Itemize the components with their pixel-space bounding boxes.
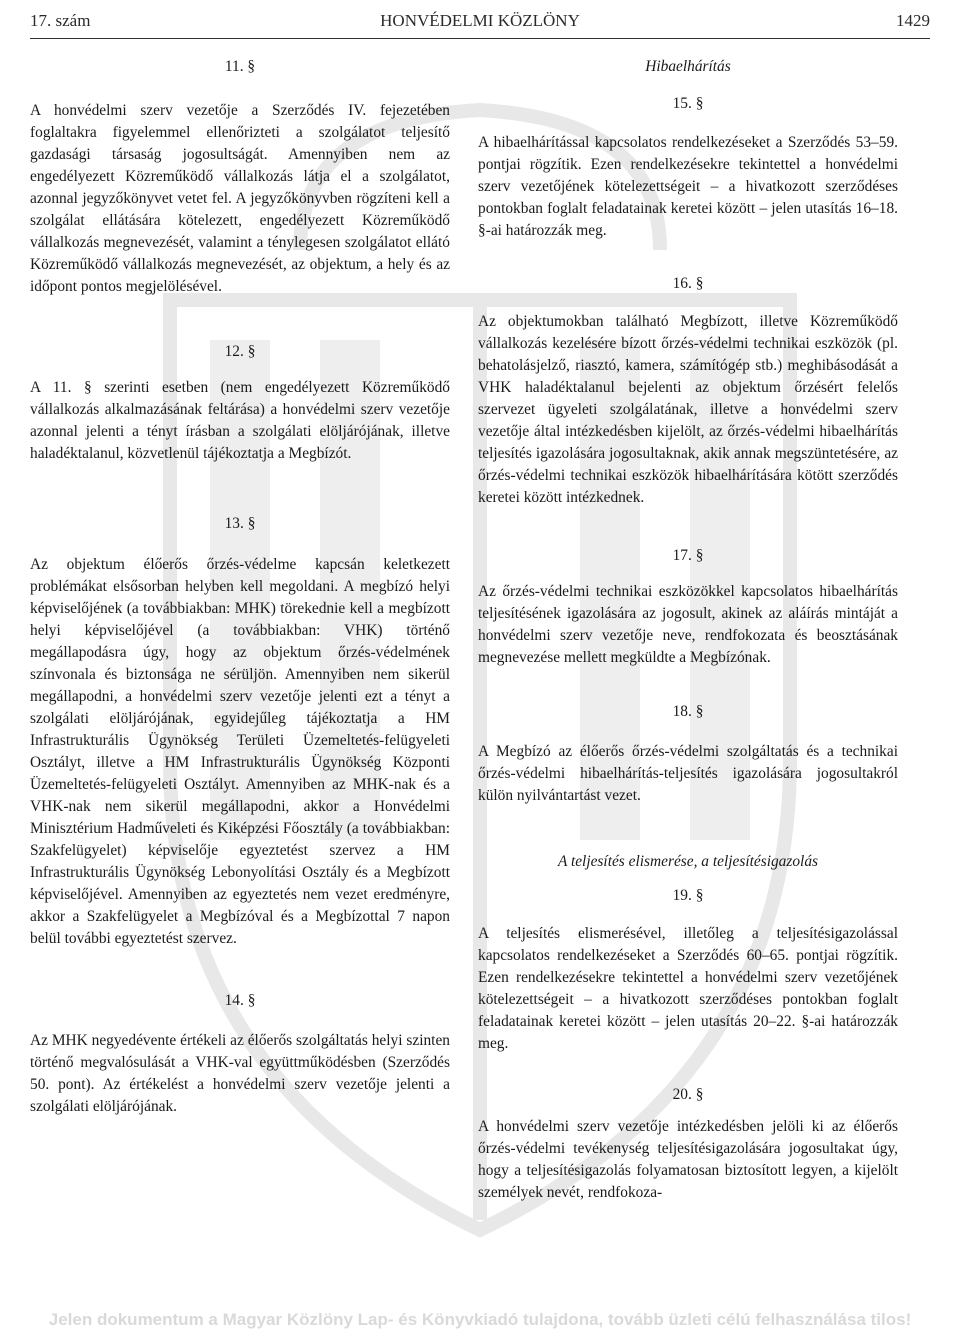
- section-text-12: A 11. § szerinti esetben (nem engedélyezett Közreműködő vállalkozás alkalmazásának feltárása) a honvédelmi szerv vezetője azonnal jelenti a tényt írásban a szolgálati elöljárójának, illetve haladéktalanul, közvetlenül tájékoztatja a Megbízót.: [30, 379, 450, 462]
- section-heading-18: 18. §: [672, 703, 704, 720]
- section-text-11: A honvédelmi szerv vezetője a Szerződés IV. fejezetében foglaltakra figyelemmel ellenőrizteti a szolgálatot teljesítő gazdasági társaság jogosultságát. Amennyiben nem az engedélyezett Közreműködő vállalkozás látja el a szolgálatot, azonnal jegyzőkönyvet vetet fel. A jegyzőkönyvben rögzíteni kell a szolgálat ellátására kötelezett, engedélyezett Közreműködő vállalkozás megnevezését, valamint a ténylegesen szolgálatot ellátó Közreműködő vállalkozás megnevezését, az objektum, a hely és az időpont pontos megjelölésével.: [30, 102, 450, 295]
- right-column: [478, 46, 898, 1204]
- section-heading-15: 15. §: [672, 95, 704, 112]
- section-heading-20: 20. §: [672, 1086, 704, 1103]
- section-heading-12: 12. §: [224, 343, 256, 360]
- subtitle-hibaelharitas: Hibaelhárítás: [645, 58, 731, 75]
- section-text-17: Az őrzés-védelmi technikai eszközökkel kapcsolatos hibaelhárítás teljesítésének igazolására az jogosult, akinek az aláírás mintáját a honvédelmi szerv vezetője neve, rendfokozata és beosztásának megnevezése mellett megküldte a Megbízónak.: [478, 583, 898, 666]
- section-heading-17: 17. §: [672, 547, 704, 564]
- section-text-18: A Megbízó az élőerős őrzés-védelmi szolgáltatás és a technikai őrzés-védelmi hibaelhárítás-teljesítés igazolására jogosultakról külön nyilvántartást vezet.: [478, 743, 898, 804]
- section-heading-16: 16. §: [672, 275, 704, 292]
- section-heading-14: 14. §: [224, 992, 256, 1009]
- subtitle-teljesites: A teljesítés elismerése, a teljesítésigazolás: [557, 853, 819, 870]
- page-number: 1429: [896, 11, 930, 30]
- section-text-13: Az objektum élőerős őrzés-védelme kapcsán keletkezett problémákat elsősorban helyben kell megoldani. A megbízó helyi képviselőjének (a továbbiakban: MHK) törekednie kell a megbízott helyi képviselőjével (a továbbiakban: VHK) történő megállapodásra úgy, hogy az objektum őrzés-védelmének színvonala és biztonsága ne sérüljön. Amennyiben nem sikerül megállapodni, a honvédelmi szerv vezetője jelenti ezt a tényt a szolgálati elöljárójának, egyidejűleg tájékoztatja a HM Infrastrukturális Ügynökség Területi Üzemeltetés-felügyeleti Osztályt, illetve a HM Infrastrukturális Ügynökség Központi Üzemeltetés-felügyeleti Osztályt. Amennyiben az MHK-nak és a VHK-nak nem sikerül megállapodni, akkor a Honvédelmi Minisztérium Hadműveleti és Kiképzési Főosztály (a továbbiakban: Szakfelügyelet) képviselője egyeztetést szervez a HM Infrastrukturális Ügynökség Lebonyolítási Osztály és a Megbízott képviselőjével. Amennyiben az egyeztetés nem vezet eredményre, akkor a Szakfelügyelet a Megbízóval és a Megbízottal 7 napon belül további egyeztetést szervez.: [30, 556, 450, 947]
- section-text-16: Az objektumokban található Megbízott, illetve Közreműködő vállalkozás kezelésére bízott őrzés-védelmi technikai eszközök (pl. behatolásjelző, riasztó, kamera, számítógép stb.) meghibásodását a VHK haladéktalanul bejelenti az objektum őrzésért felelős szervezet ügyeleti szolgálatának, illetve a honvédelmi szerv vezetője által intézkedésben kijelölt, az őrzés-védelmi hibaelhárítás teljesítés igazolására jogosultaknak, akik annak megszüntetésére, az őrzés-védelmi technikai eszközök hibaelhárítására kötött szerződés keretei között intézkednek.: [478, 313, 898, 506]
- header-rule: [30, 38, 930, 39]
- section-heading-13: 13. §: [224, 515, 256, 532]
- copyright-notice: Jelen dokumentum a Magyar Közlöny Lap- és Könyvkiadó tulajdona, tovább üzleti célú felhasználása tilos!: [48, 1310, 912, 1329]
- section-heading-11: 11. §: [224, 58, 256, 75]
- section-text-14: Az MHK negyedévente értékeli az élőerős szolgáltatás helyi szinten történő megvalósulását a VHK-val együttműködésben (Szerződés 50. pont). Az értékelést a honvédelmi szerv vezetője jelenti a szolgálati elöljárójának.: [30, 1032, 450, 1115]
- section-text-19: A teljesítés elismerésével, illetőleg a teljesítésigazolással kapcsolatos rendelkezéseket a Szerződés 60–65. pontjai rögzítik. Ezen rendelkezésekre tekintettel a honvédelmi szerv vezetőjének kötelezettségeit – a hivatkozott szerződéses pontokban foglalt feladatainak keretei között – jelen utasítás 20–22. §-ai határozzák meg.: [478, 925, 898, 1052]
- publication-title: HONVÉDELMI KÖZLÖNY: [380, 11, 580, 30]
- page-header: [30, 10, 930, 36]
- section-text-20: A honvédelmi szerv vezetője intézkedésben jelöli ki az élőerős őrzés-védelmi tevékenység teljesítésigazolására jogosultakat úgy, hogy a teljesítésigazolás folyamatosan biztosított legyen, a kijelölt személyek nevét, rendfokoza-: [478, 1118, 898, 1201]
- left-column: [30, 46, 450, 1118]
- section-text-15: A hibaelhárítással kapcsolatos rendelkezéseket a Szerződés 53–59. pontjai rögzítik. Ezen rendelkezésekre tekintettel a honvédelmi szerv vezetőjének kötelezettségeit – a hivatkozott szerződéses pontokban foglalt feladatainak keretei között – jelen utasítás 16–18. §-ai határozzák meg.: [478, 134, 898, 239]
- issue-number: 17. szám: [30, 11, 91, 30]
- section-heading-19: 19. §: [672, 887, 704, 904]
